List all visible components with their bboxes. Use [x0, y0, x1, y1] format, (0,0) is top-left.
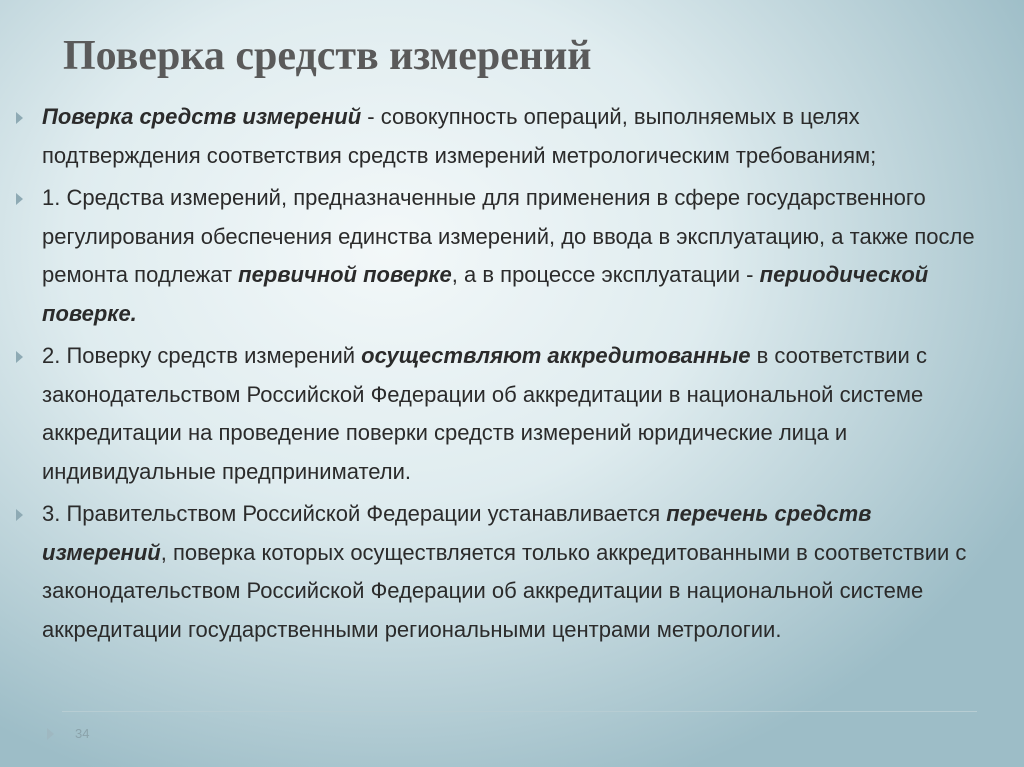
- bullet-emphasis: перечень средств измерений: [42, 501, 872, 565]
- bullet-list: [10, 98, 990, 653]
- bullet-arrow-icon: [16, 112, 23, 124]
- bullet-emphasis: периодической поверке.: [42, 262, 929, 326]
- bullet-text: [42, 337, 990, 491]
- bullet-text: [42, 179, 990, 333]
- bullet-text-run: - совокупность операций, выполняемых в целях подтверждения соответствия средств измерений метрологическим требованиям;: [42, 104, 877, 168]
- slide-title: Поверка средств измерений: [63, 33, 592, 79]
- bullet-item: [10, 337, 990, 491]
- bullet-item: [10, 495, 990, 649]
- bullet-arrow-icon: [16, 351, 23, 363]
- bullet-text-run: в соответствии с законодательством Российской Федерации об аккредитации в национальной системе аккредитации на проведение поверки средств измерений юридические лица и индивидуальные предприниматели.: [42, 343, 927, 484]
- bullet-arrow-icon: [16, 193, 23, 205]
- bullet-text: [42, 98, 990, 175]
- footer-divider: [62, 711, 977, 712]
- bullet-emphasis: первичной поверке: [238, 262, 452, 287]
- bullet-emphasis: Поверка средств измерений: [42, 104, 362, 129]
- page-number-arrow-icon: [47, 728, 54, 740]
- bullet-text-run: , поверка которых осуществляется только аккредитованными в соответствии с законодательством Российской Федерации об аккредитации в национальной системе аккредитации государственными региональными центрами метрологии.: [42, 539, 967, 642]
- bullet-item: [10, 98, 990, 175]
- page-number: 34: [75, 726, 90, 741]
- bullet-text-run: 1. Средства измерений, предназначенные для применения в сфере государственного регулирования обеспечения единства измерений, до ввода в эксплуатацию, а также после ремонта подлежат: [42, 185, 975, 287]
- bullet-text-run: , а в процессе эксплуатации -: [451, 262, 760, 287]
- bullet-arrow-icon: [16, 509, 23, 521]
- bullet-item: [10, 179, 990, 333]
- bullet-emphasis: осуществляют аккредитованные: [361, 343, 751, 368]
- bullet-text: [42, 495, 990, 649]
- bullet-text-run: 2. Поверку средств измерений: [42, 343, 362, 368]
- bullet-text-run: 3. Правительством Российской Федерации устанавливается: [42, 501, 667, 526]
